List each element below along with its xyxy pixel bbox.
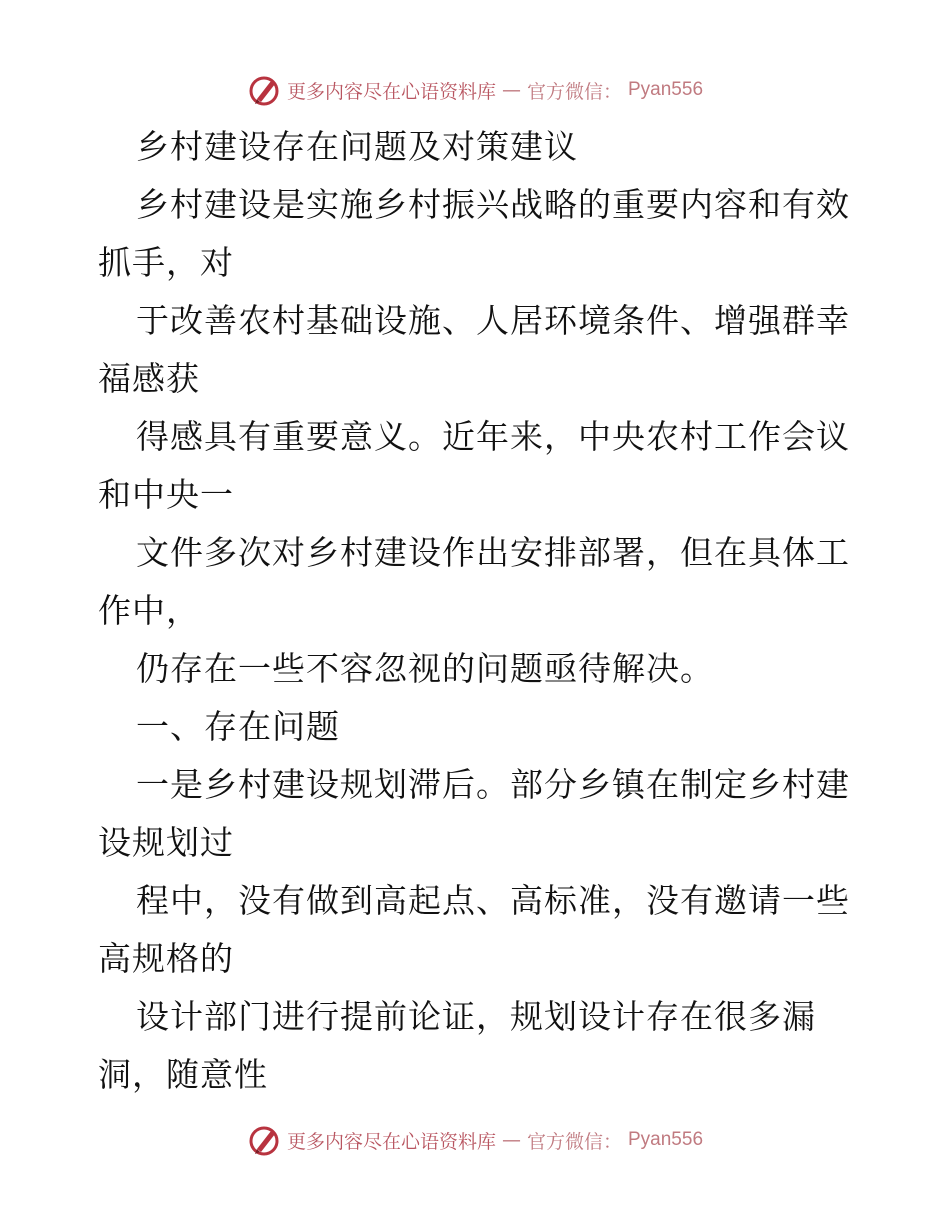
text-line: 设规划过 [98,823,234,862]
text-line: 文件多次对乡村建设作出安排部署，但在具体工 [136,533,850,572]
text-line: 作中， [98,591,200,630]
text-line: 乡村建设存在问题及对策建议 [136,127,578,166]
text-line: 福感获 [98,359,200,398]
footer-watermark [0,1120,950,1160]
text-line: 和中央一 [98,475,234,514]
text-line: 高规格的 [98,939,234,978]
watermark-dash: — [501,1129,521,1151]
text-line: 一是乡村建设规划滞后。部分乡镇在制定乡村建 [136,765,850,804]
watermark-official: 官方微信： [526,80,622,103]
watermark-brand: 更多内容尽在心语资料库 [286,1130,496,1153]
text-line: 程中，没有做到高起点、高标准，没有邀请一些 [136,881,850,920]
watermark-brand: 更多内容尽在心语资料库 [286,80,496,103]
watermark-official: 官方微信： [526,1130,622,1153]
watermark-handle: Pyan556 [628,1129,704,1150]
text-line: 仍存在一些不容忽视的问题亟待解决。 [136,649,714,688]
text-line: 洞，随意性 [98,1055,268,1094]
watermark-dash: — [501,79,521,101]
text-line: 乡村建设是实施乡村振兴战略的重要内容和有效 [136,185,850,224]
text-line: 得感具有重要意义。近年来，中央农村工作会议 [136,417,850,456]
watermark-handle: Pyan556 [628,79,704,100]
text-line: 于改善农村基础设施、人居环境条件、增强群幸 [136,301,850,340]
header-watermark [0,70,950,110]
pen-logo-icon [247,1123,281,1157]
document-body [98,118,858,1104]
text-line: 设计部门进行提前论证，规划设计存在很多漏 [136,997,816,1036]
text-line: 一、存在问题 [136,707,340,746]
text-line: 抓手，对 [98,243,234,282]
pen-logo-icon [247,73,281,107]
